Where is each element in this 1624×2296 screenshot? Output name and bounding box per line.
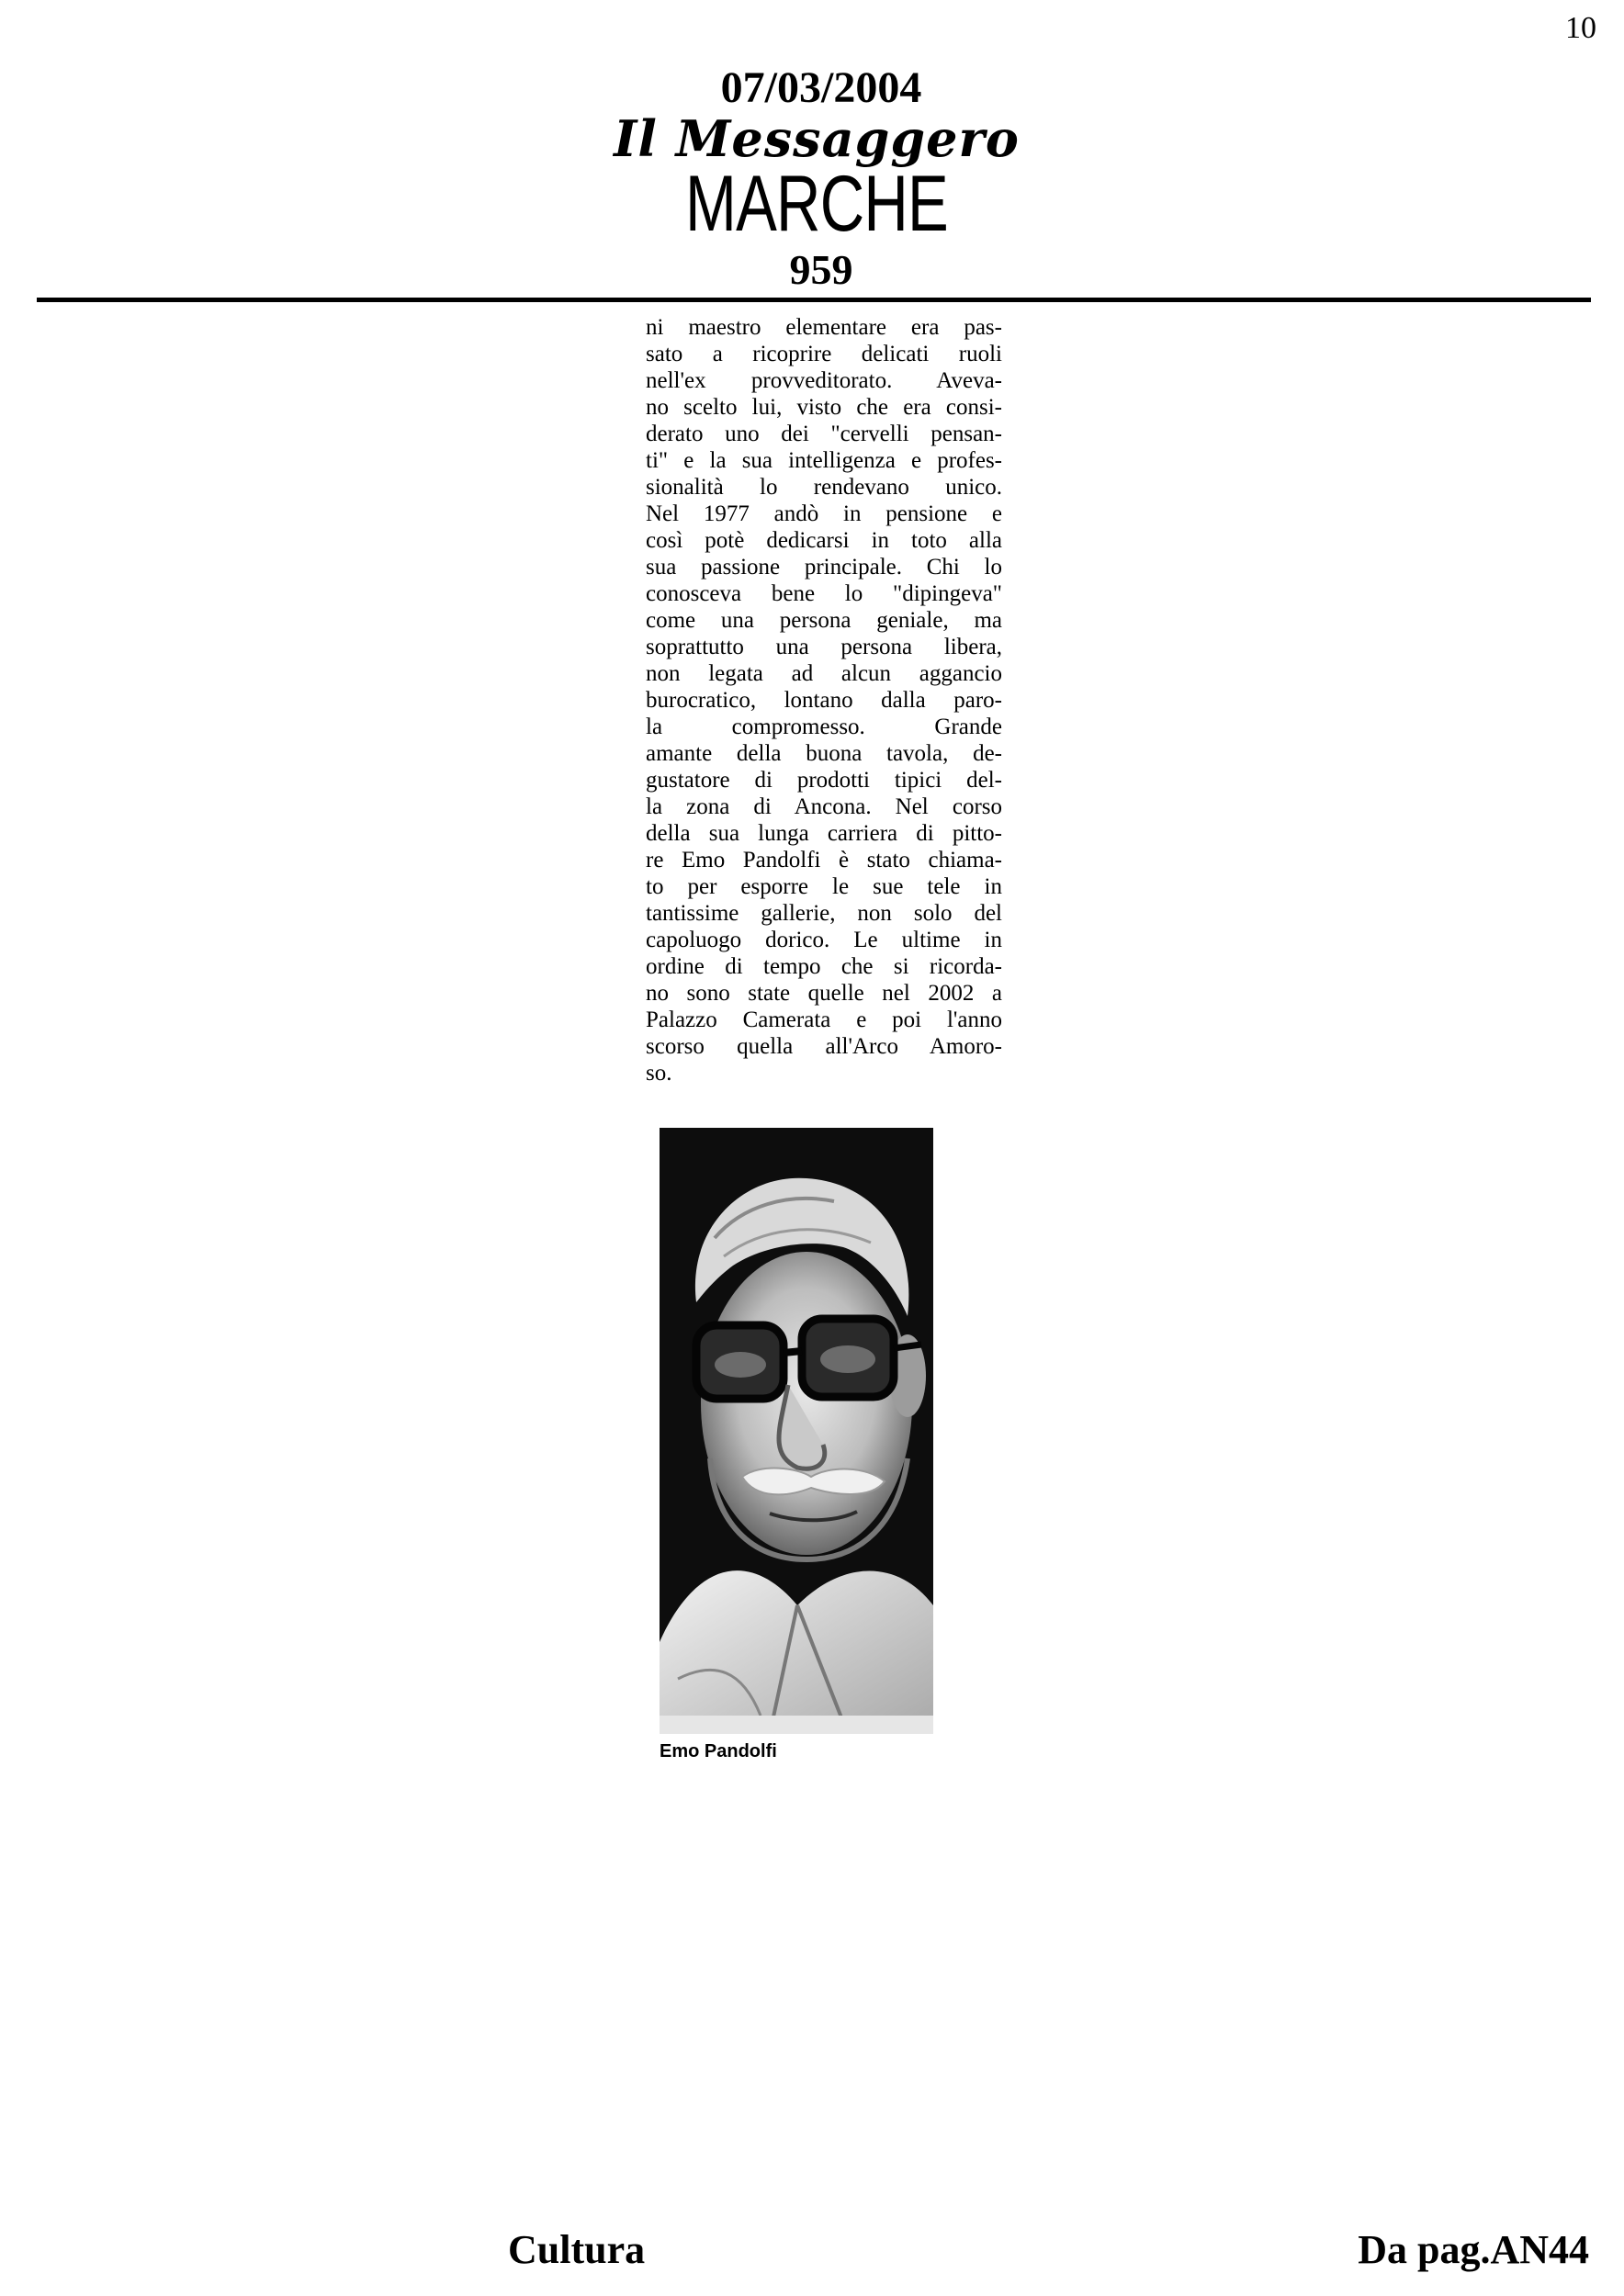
article-line: non legata ad alcun aggancio	[646, 661, 1002, 686]
edition-title: MARCHE	[684, 160, 949, 248]
header-divider	[37, 298, 1591, 302]
masthead	[0, 64, 1624, 298]
article-line: burocratico, lontano dalla paro-	[646, 688, 1002, 713]
article-line: gustatore di prodotti tipici del-	[646, 768, 1002, 793]
article-line: sato a ricoprire delicati ruoli	[646, 342, 1002, 366]
article-column	[646, 314, 1002, 1086]
article-line: sua passione principale. Chi lo	[646, 555, 1002, 580]
clipping-code: 959	[789, 246, 853, 293]
article-line: tantissime gallerie, non solo del	[646, 901, 1002, 926]
portrait-photo	[660, 1128, 933, 1734]
article-line: conosceva bene lo "dipingeva"	[646, 581, 1002, 606]
article-line: scorso quella all'Arco Amoro-	[646, 1034, 1002, 1059]
article-line: Palazzo Camerata e poi l'anno	[646, 1007, 1002, 1032]
article-line: amante della buona tavola, de-	[646, 741, 1002, 766]
article-line: sionalità lo rendevano unico.	[646, 475, 1002, 500]
article-line: della sua lunga carriera di pitto-	[646, 821, 1002, 846]
article-line: soprattutto una persona libera,	[646, 635, 1002, 659]
article-line: capoluogo dorico. Le ultime in	[646, 928, 1002, 952]
article-line: così potè dedicarsi in toto alla	[646, 528, 1002, 553]
article-line: re Emo Pandolfi è stato chiama-	[646, 848, 1002, 872]
article-line: ordine di tempo che si ricorda-	[646, 954, 1002, 979]
article-line: so.	[646, 1061, 672, 1086]
publication-date: 07/03/2004	[720, 63, 922, 112]
photo-caption: Emo Pandolfi	[660, 1741, 777, 1761]
article-line: no sono state quelle nel 2002 a	[646, 981, 1002, 1006]
page-number: 10	[1565, 11, 1596, 45]
article-line: ti" e la sua intelligenza e profes-	[646, 448, 1002, 473]
article-line: nell'ex provveditorato. Aveva-	[646, 368, 1002, 393]
article-line: to per esporre le sue tele in	[646, 874, 1002, 899]
source-page: Da pag.AN44	[1358, 2227, 1589, 2272]
article-line: la zona di Ancona. Nel corso	[646, 794, 1002, 819]
article-line: ni maestro elementare era pas-	[646, 315, 1002, 340]
article-line: no scelto lui, visto che era consi-	[646, 395, 1002, 420]
section-label: Cultura	[508, 2227, 646, 2272]
article-line: come una persona geniale, ma	[646, 608, 1002, 633]
article-line: Nel 1977 andò in pensione e	[646, 501, 1002, 526]
article-line: derato uno dei "cervelli pensan-	[646, 422, 1002, 446]
article-line: la compromesso. Grande	[646, 715, 1002, 739]
newspaper-logo: Il Messaggero	[614, 109, 1020, 168]
